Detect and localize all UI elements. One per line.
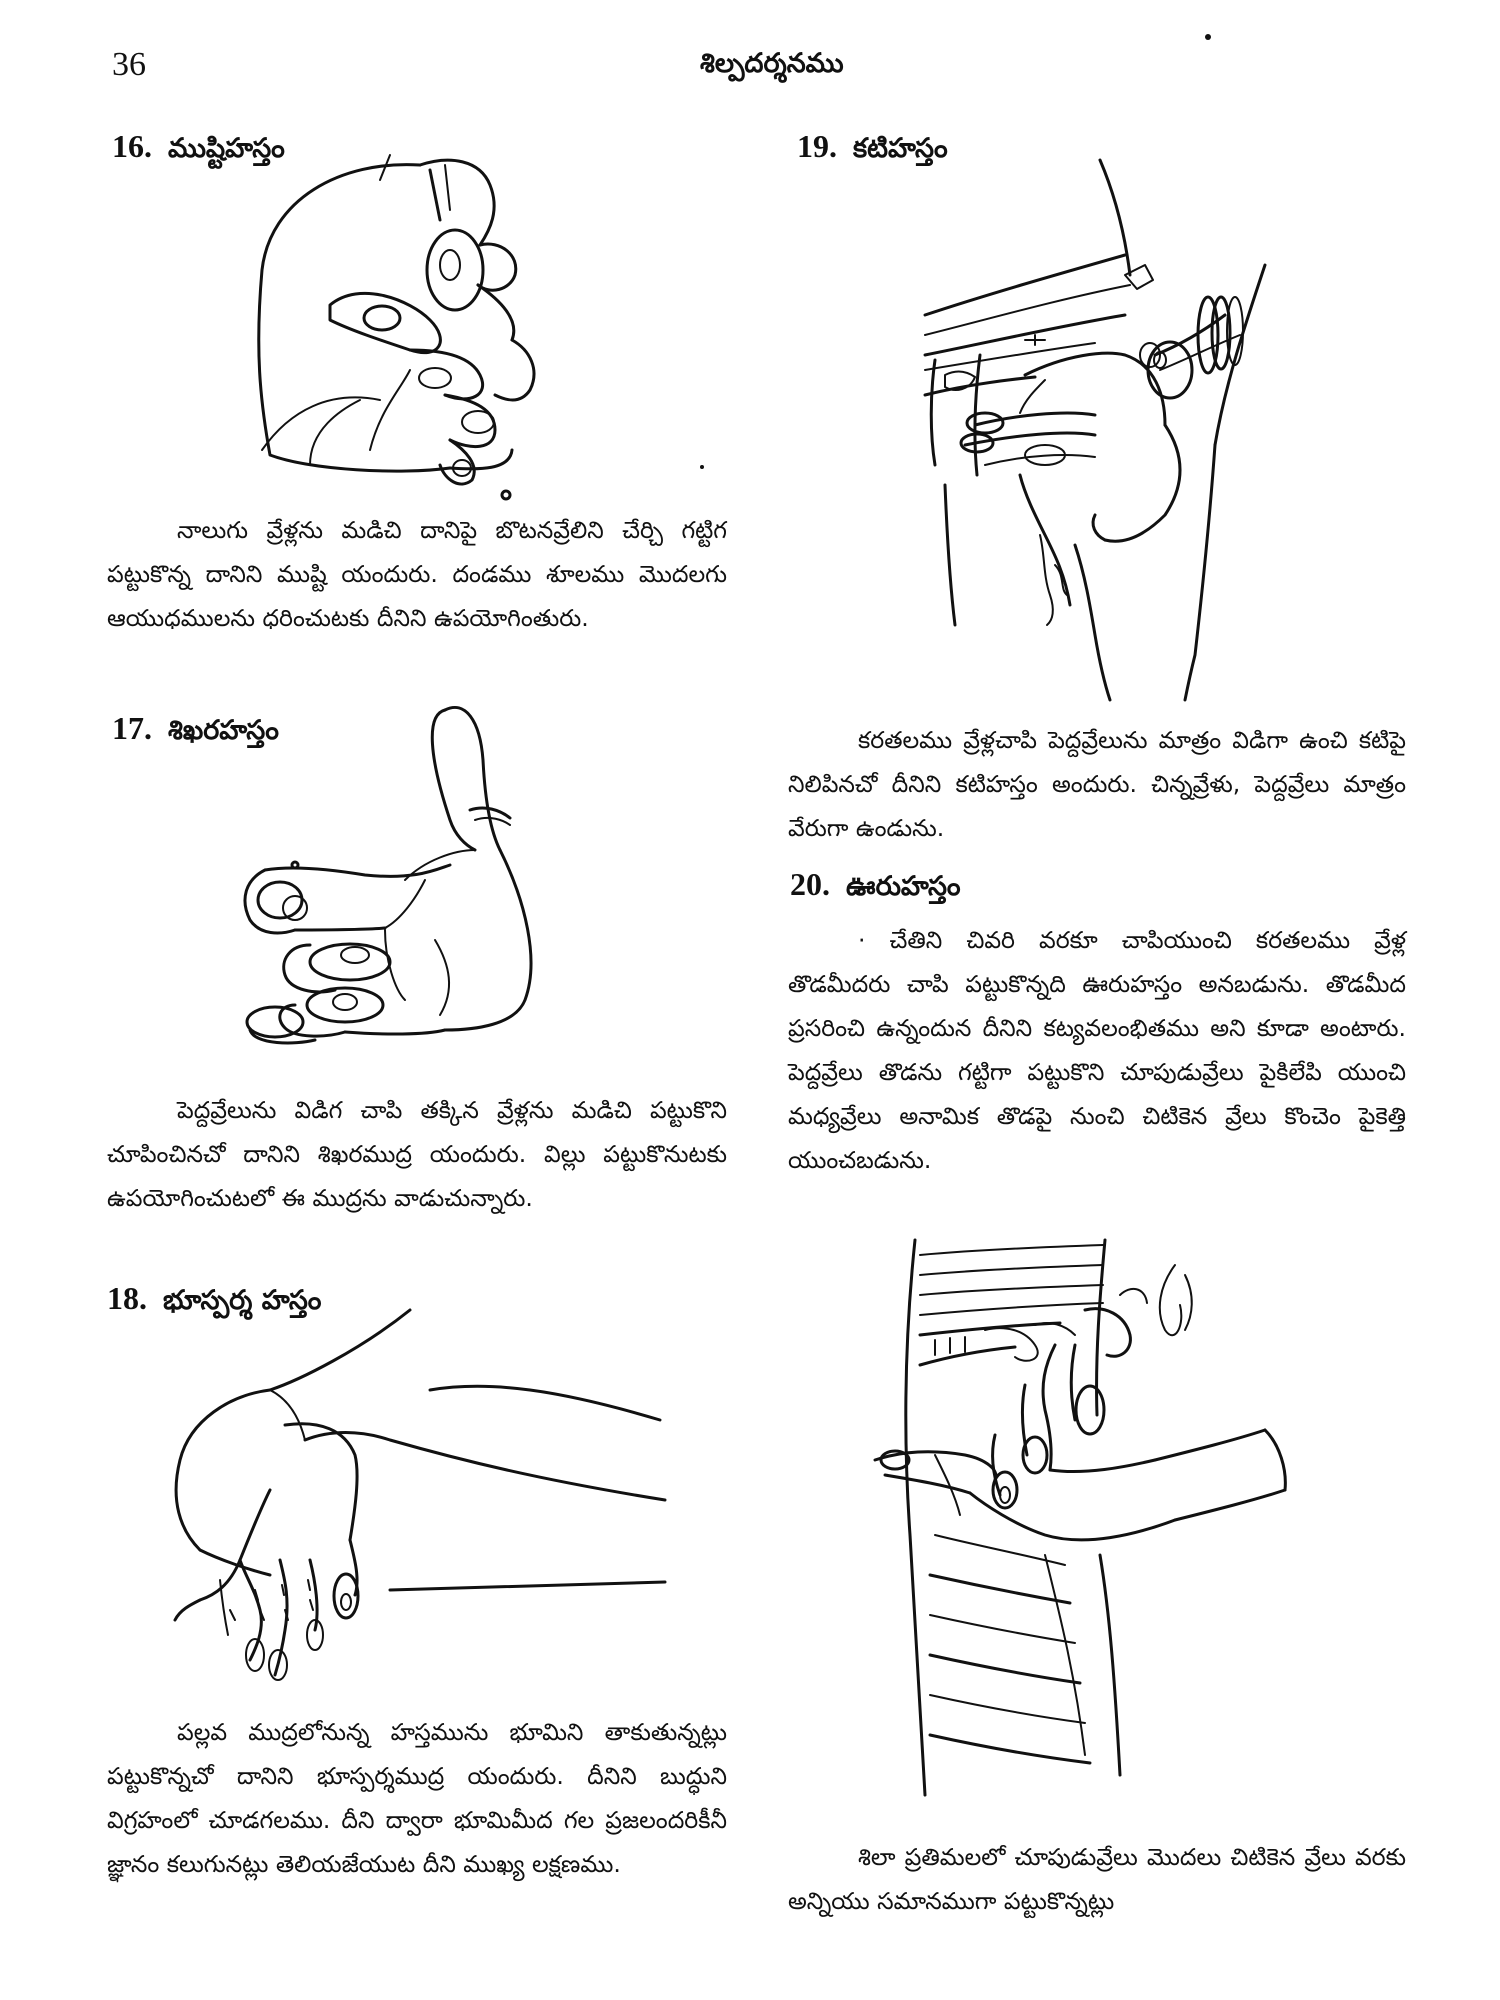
- section-number: 19.: [797, 128, 837, 164]
- section-text-19: కరతలము వ్రేళ్లచాపి పెద్దవ్రేలును మాత్రం విడిగా ఉంచి కటిపై నిలిపినచో దీనిని కటిహస్తం అందురు. చిన్నవ్రేళు, పెద్దవ్రేలు మాత్రం వేరుగా ఉండును.: [788, 726, 1406, 842]
- section-title: కటిహస్తం: [853, 133, 948, 164]
- continuation-text: శిలా ప్రతిమలలో చూపుడువ్రేలు మొదలు చిటికెన వ్రేలు వరకు అన్నియు సమానముగా పట్టుకొన్నట్లు: [788, 1843, 1406, 1915]
- section-number: 20.: [790, 866, 830, 902]
- section-text-18: పల్లవ ముద్రలోనున్న హస్తమును భూమిని తాకుతున్నట్లు పట్టుకొన్నచో దానిని భూస్పర్శముద్ర యందురు. దీనిని బుద్ధుని విగ్రహంలో చూడగలము. దీని ద్వారా భూమిమీద గల ప్రజలందరికీనీ జ్ఞానం కలుగునట్లు తెలియజేయుట దీని ముఖ్య లక్షణము.: [107, 1718, 727, 1878]
- section-title: శిఖరహస్తం: [168, 715, 279, 746]
- section-text-20: · చేతిని చివరి వరకూ చాపియుంచి కరతలము వ్రేళ్ల తొడమీదరు చాపి పట్టుకొన్నది ఊరుహస్తం అనబడును. తొడమీద ప్రసరించి ఉన్నందున దీనిని కట్యవలంభితము అని కూడా అంటారు. పెద్దవ్రేలు తొడను గట్టిగా పట్టుకొని చూపుడువ్రేలు పైకిలేపి యుంచి మధ్యవ్రేలు అనామిక తొడపై నుంచి చిటికెన వ్రేలు కొంచెం పైకెత్తి యుంచబడును.: [788, 926, 1406, 1174]
- section-title: భూస్పర్శ హస్తం: [163, 1285, 322, 1316]
- page-number: 36: [112, 46, 146, 83]
- print-speck: [700, 465, 704, 469]
- running-head: శిల్పదర్శనము: [700, 48, 844, 79]
- thumb-up-hand-illustration: [235, 700, 565, 1045]
- section-text-16: నాలుగు వ్రేళ్లను మడిచి దానిపై బొటనవ్రేలిని చేర్చి గట్టిగ పట్టుకొన్న దానిని ముష్టి యందురు. దండము శూలము మొదలగు ఆయుధములను ధరించుటకు దీనిని ఉపయోగింతురు.: [107, 516, 727, 632]
- print-speck: [1205, 34, 1211, 40]
- section-title: ముష్టిహస్తం: [168, 133, 285, 164]
- earth-touching-hand-illustration: [160, 1310, 680, 1690]
- hand-on-thigh-illustration: [875, 1235, 1315, 1805]
- section-heading-20: [790, 866, 961, 909]
- section-number: 17.: [112, 710, 152, 746]
- fist-hand-illustration: [250, 150, 560, 500]
- section-title: ఊరుహస్తం: [846, 871, 961, 902]
- section-text-17: పెద్దవ్రేలును విడిగ చాపి తక్కిన వ్రేళ్లను మడిచి పట్టుకొని చూపించినచో దానిని శిఖరముద్ర యందురు. విల్లు పట్టుకొనుటకు ఉపయోగించుటలో ఈ ముద్రను వాడుచున్నారు.: [107, 1096, 727, 1212]
- section-number: 16.: [112, 128, 152, 164]
- hand-on-hip-illustration: [925, 155, 1295, 705]
- section-number: 18.: [107, 1280, 147, 1316]
